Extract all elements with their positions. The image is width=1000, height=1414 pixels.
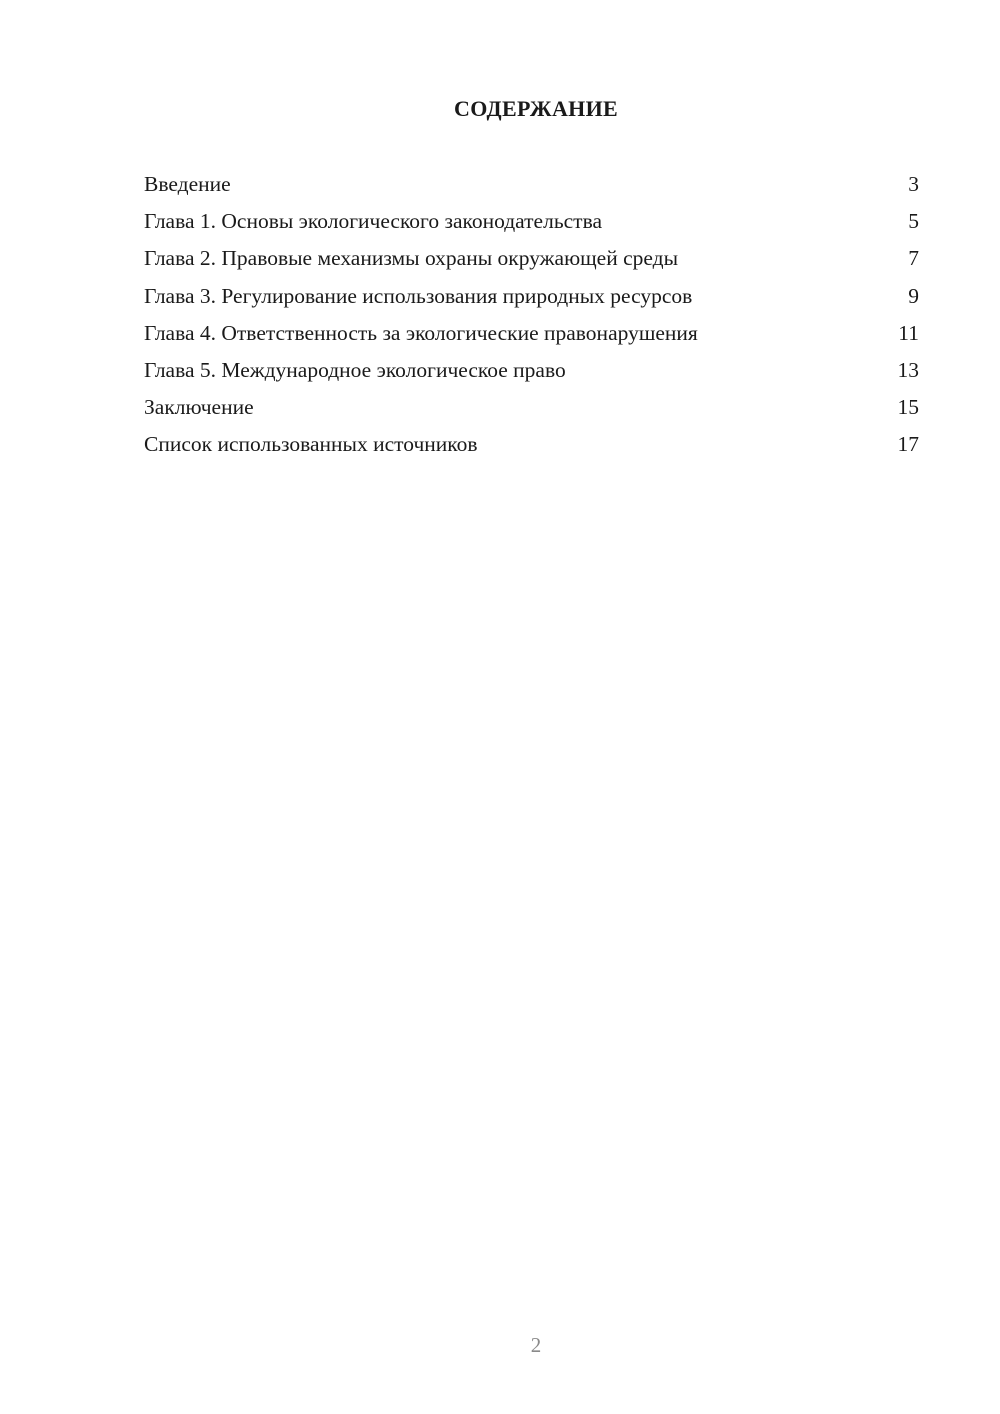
toc-heading: СОДЕРЖАНИЕ: [454, 96, 618, 121]
toc-entry-title: Глава 1. Основы экологического законодательства: [144, 209, 602, 234]
toc-entry-page: 13: [897, 357, 919, 382]
toc-entry-introduction[interactable]: [144, 169, 919, 206]
toc-entry-page: 15: [897, 395, 919, 420]
toc-entry-chapter-3[interactable]: [144, 281, 919, 318]
toc-entry-page: 7: [908, 246, 919, 271]
toc-entry-page: 5: [908, 209, 919, 234]
toc-entry-title: Глава 5. Международное экологическое право: [144, 357, 566, 382]
toc-entry-chapter-4[interactable]: [144, 318, 919, 355]
toc-entry-title: Введение: [144, 172, 231, 196]
toc-entry-title: Глава 3. Регулирование использования природных ресурсов: [144, 283, 693, 308]
toc-entry-chapter-5[interactable]: [144, 355, 919, 392]
toc-entry-title: Список использованных источников: [144, 432, 478, 457]
toc-entry-title: Глава 2. Правовые механизмы охраны окружающей среды: [144, 246, 679, 271]
table-of-contents: [144, 169, 919, 467]
toc-entry-title: Заключение: [144, 395, 254, 420]
toc-entry-page: 3: [908, 172, 919, 196]
toc-entry-page: 9: [908, 283, 919, 308]
toc-entry-references[interactable]: [144, 429, 919, 466]
toc-entry-chapter-2[interactable]: [144, 243, 919, 280]
page-number: 2: [530, 1333, 542, 1357]
toc-entry-page: 17: [897, 432, 919, 457]
toc-entry-page: 11: [898, 320, 919, 345]
toc-entry-conclusion[interactable]: [144, 392, 919, 429]
toc-entry-chapter-1[interactable]: [144, 206, 919, 243]
toc-entry-title: Глава 4. Ответственность за экологические правонарушения: [144, 320, 698, 345]
